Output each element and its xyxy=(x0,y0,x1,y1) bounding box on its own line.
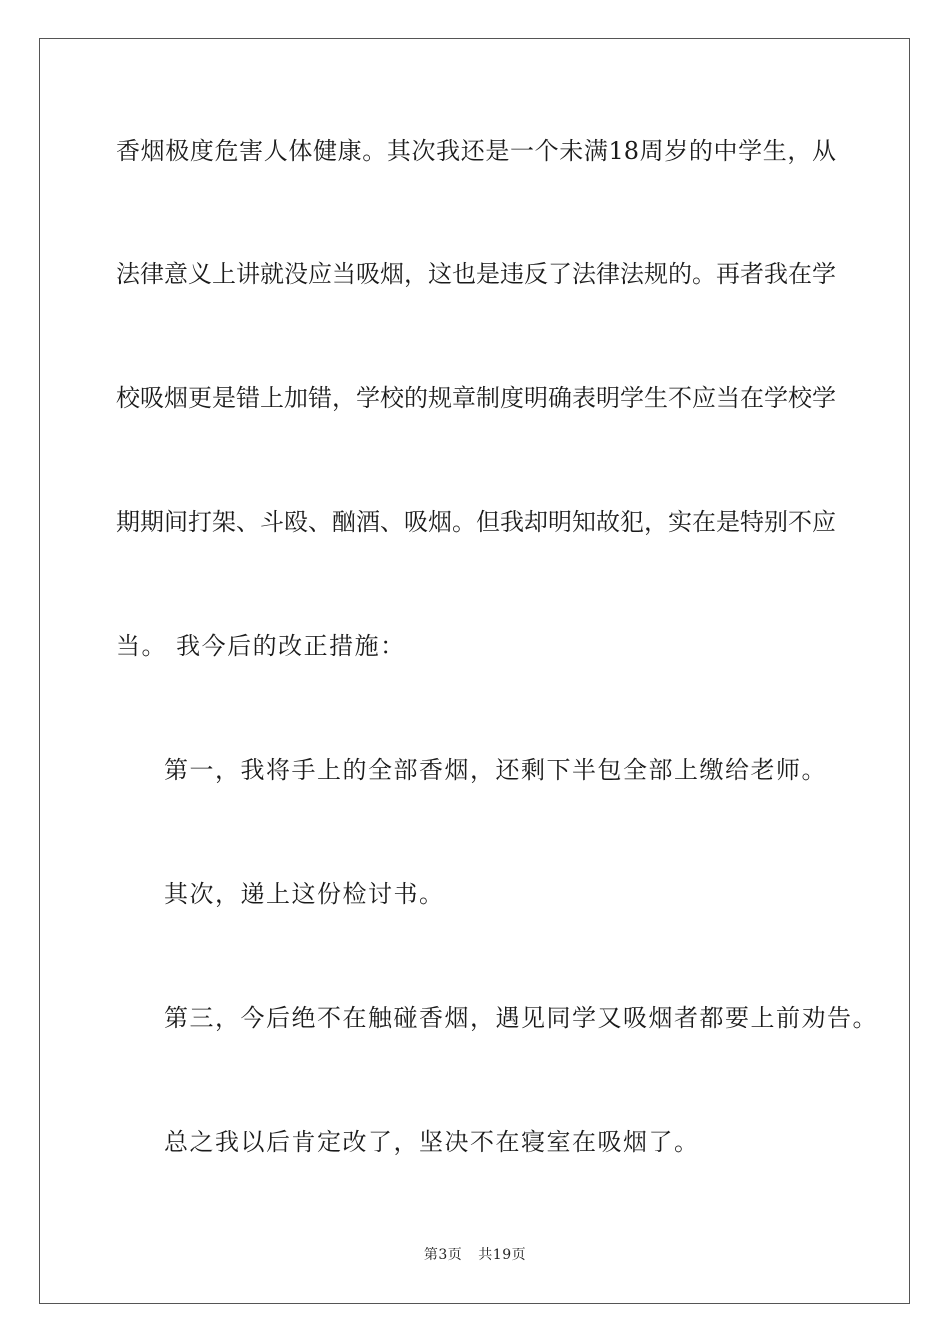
paragraph-step-three: 第三，今后绝不在触碰香烟，遇见同学又吸烟者都要上前劝告。 xyxy=(164,1004,878,1032)
page-border xyxy=(39,38,910,1304)
body-line-3: 校吸烟更是错上加错，学校的规章制度明确表明学生不应当在学校学 xyxy=(116,384,836,412)
body-line-5: 当。 我今后的改正措施： xyxy=(116,632,406,660)
body-line-4: 期期间打架、斗殴、酗酒、吸烟。但我却明知故犯，实在是特别不应 xyxy=(116,508,836,536)
page-footer xyxy=(0,1246,950,1264)
body-line-1: 香烟极度危害人体健康。其次我还是一个未满18周岁的中学生，从 xyxy=(116,137,836,165)
page-number-total: 共19页 xyxy=(478,1247,527,1263)
paragraph-step-two: 其次，递上这份检讨书。 xyxy=(164,880,445,908)
page-number-current: 第3页 xyxy=(423,1247,463,1263)
paragraph-step-one: 第一，我将手上的全部香烟，还剩下半包全部上缴给老师。 xyxy=(164,756,827,784)
body-line-2: 法律意义上讲就没应当吸烟，这也是违反了法律法规的。再者我在学 xyxy=(116,260,836,288)
paragraph-conclusion: 总之我以后肯定改了，坚决不在寝室在吸烟了。 xyxy=(164,1128,700,1156)
